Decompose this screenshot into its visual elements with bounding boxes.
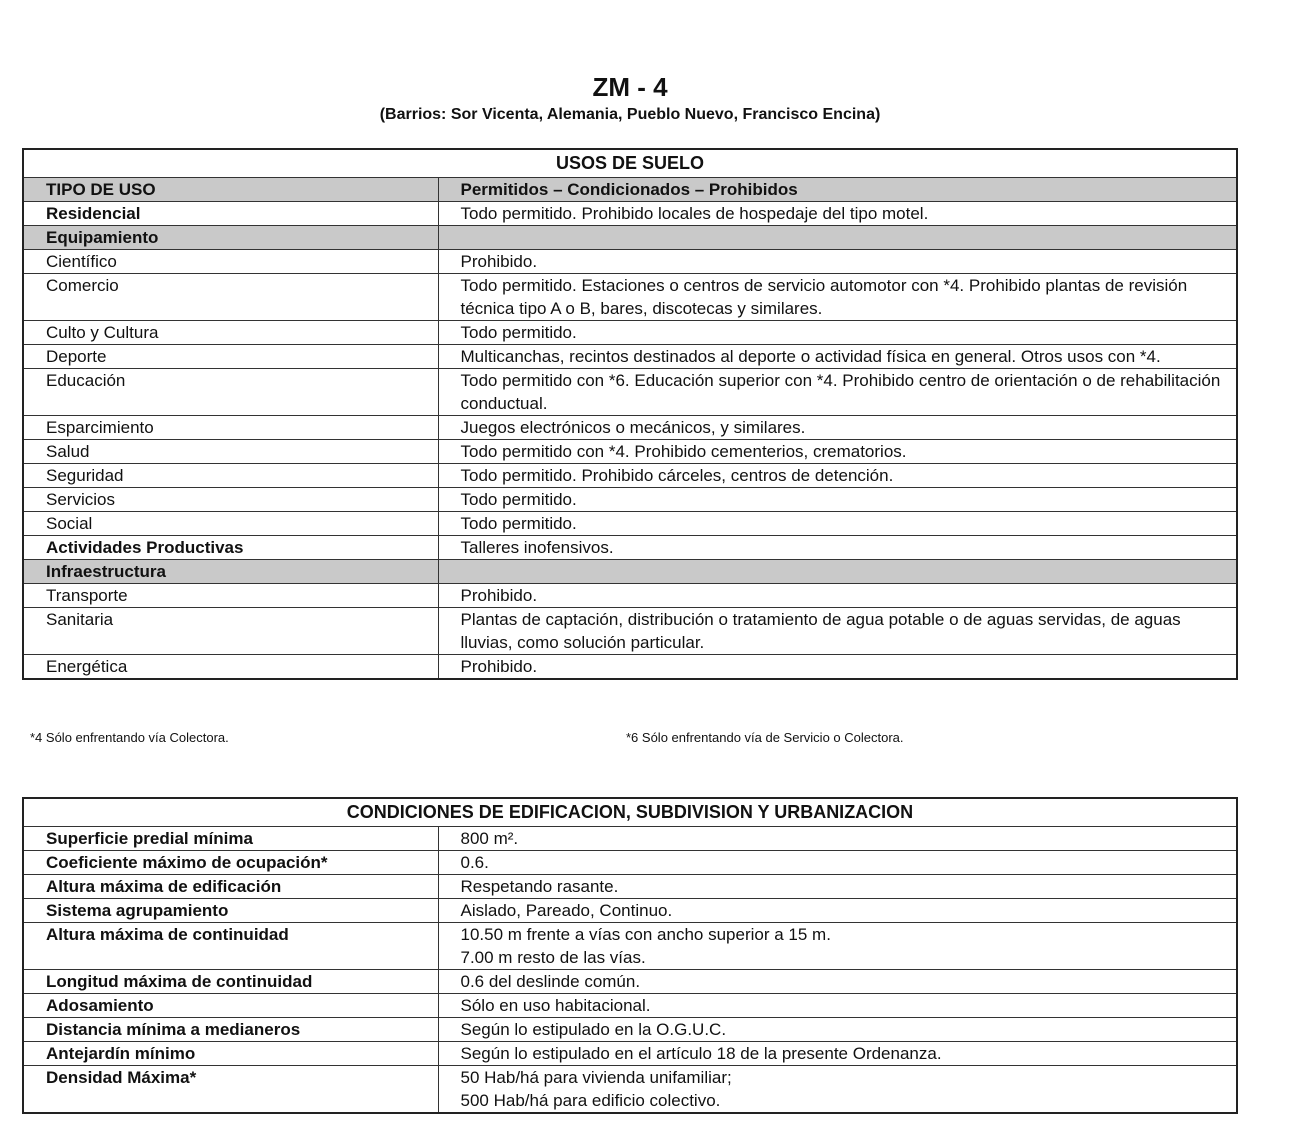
usos-title: USOS DE SUELO <box>23 149 1237 178</box>
condicion-value-line-2: 7.00 m resto de las vías. <box>460 948 646 967</box>
column-header-tipo: TIPO DE USO <box>23 178 438 202</box>
tipo-de-uso-cell: Actividades Productivas <box>23 536 438 560</box>
condicion-value-line-2: 500 Hab/há para edificio colectivo. <box>460 1091 721 1110</box>
permitidos-cell: Plantas de captación, distribución o tratamiento de agua potable o de aguas servidas, de aguas lluvias, como solución particular. <box>438 608 1237 655</box>
permitidos-cell: Multicanchas, recintos destinados al deporte o actividad física en general. Otros usos con *4. <box>438 345 1237 369</box>
tipo-de-uso-cell: Equipamiento <box>23 226 438 250</box>
permitidos-cell: Prohibido. <box>438 250 1237 274</box>
condicion-value-line: 50 Hab/há para vivienda unifamiliar; <box>460 1068 732 1087</box>
permitidos-cell: Todo permitido. Prohibido cárceles, centros de detención. <box>438 464 1237 488</box>
condicion-label-cell: Densidad Máxima* <box>23 1066 438 1114</box>
tipo-de-uso-cell: Culto y Cultura <box>23 321 438 345</box>
column-header-permitidos: Permitidos – Condicionados – Prohibidos <box>438 178 1237 202</box>
permitidos-cell: Todo permitido con *4. Prohibido cementerios, crematorios. <box>438 440 1237 464</box>
condicion-value-cell <box>438 970 1237 994</box>
condiciones-title: CONDICIONES DE EDIFICACION, SUBDIVISION Y URBANIZACION <box>23 798 1237 827</box>
table-row <box>23 321 1237 345</box>
tipo-de-uso-cell: Seguridad <box>23 464 438 488</box>
tipo-de-uso-cell: Salud <box>23 440 438 464</box>
condicion-label-cell: Coeficiente máximo de ocupación* <box>23 851 438 875</box>
permitidos-cell: Talleres inofensivos. <box>438 536 1237 560</box>
table-row <box>23 875 1237 899</box>
table-row <box>23 1066 1237 1114</box>
condicion-label-cell: Longitud máxima de continuidad <box>23 970 438 994</box>
table-row <box>23 584 1237 608</box>
condiciones-table <box>22 797 1238 1114</box>
table-row <box>23 923 1237 970</box>
condicion-value-cell <box>438 1066 1237 1114</box>
group-row <box>23 560 1237 584</box>
table-row <box>23 440 1237 464</box>
table-row <box>23 827 1237 851</box>
tipo-de-uso-cell: Infraestructura <box>23 560 438 584</box>
page-title: ZM - 4 <box>592 72 668 102</box>
table-row <box>23 1042 1237 1066</box>
permitidos-cell: Todo permitido. <box>438 321 1237 345</box>
page-subtitle: (Barrios: Sor Vicenta, Alemania, Pueblo Nuevo, Francisco Encina) <box>379 106 881 123</box>
table-row <box>23 369 1237 416</box>
group-row <box>23 226 1237 250</box>
table-row <box>23 899 1237 923</box>
condicion-value-line: Según lo estipulado en el artículo 18 de la presente Ordenanza. <box>460 1044 942 1063</box>
usos-title-row <box>23 149 1237 178</box>
table-row <box>23 464 1237 488</box>
condicion-value-line: Sólo en uso habitacional. <box>460 996 651 1015</box>
permitidos-cell: Juegos electrónicos o mecánicos, y similares. <box>438 416 1237 440</box>
condicion-value-cell <box>438 827 1237 851</box>
condicion-value-cell <box>438 1018 1237 1042</box>
condicion-value-line: 10.50 m frente a vías con ancho superior a 15 m. <box>460 925 831 944</box>
table-row <box>23 608 1237 655</box>
permitidos-cell: Todo permitido. Prohibido locales de hospedaje del tipo motel. <box>438 202 1237 226</box>
permitidos-cell: Prohibido. <box>438 655 1237 680</box>
condicion-label-cell: Altura máxima de edificación <box>23 875 438 899</box>
permitidos-cell: Prohibido. <box>438 584 1237 608</box>
table-row <box>23 994 1237 1018</box>
permitidos-cell: Todo permitido. Estaciones o centros de servicio automotor con *4. Prohibido plantas de revisión técnica tipo A o B, bares, discotecas y similares. <box>438 274 1237 321</box>
tipo-de-uso-cell: Residencial <box>23 202 438 226</box>
condicion-value-line: 0.6. <box>460 853 489 872</box>
permitidos-cell: Todo permitido. <box>438 512 1237 536</box>
tipo-de-uso-cell: Servicios <box>23 488 438 512</box>
table-row <box>23 1018 1237 1042</box>
table-row <box>23 655 1237 680</box>
permitidos-cell: Todo permitido. <box>438 488 1237 512</box>
condicion-value-line: 0.6 del deslinde común. <box>460 972 641 991</box>
tipo-de-uso-cell: Transporte <box>23 584 438 608</box>
condicion-label-cell: Adosamiento <box>23 994 438 1018</box>
table-row <box>23 488 1237 512</box>
condicion-value-cell <box>438 851 1237 875</box>
condicion-value-line: 800 m². <box>460 829 519 848</box>
permitidos-cell <box>438 560 1237 584</box>
table-row <box>23 970 1237 994</box>
footnote-6: *6 Sólo enfrentando vía de Servicio o Colectora. <box>626 730 904 745</box>
permitidos-cell <box>438 226 1237 250</box>
condicion-label-cell: Antejardín mínimo <box>23 1042 438 1066</box>
tipo-de-uso-cell: Comercio <box>23 274 438 321</box>
usos-column-header-row <box>23 178 1237 202</box>
condiciones-title-row <box>23 798 1237 827</box>
tipo-de-uso-cell: Energética <box>23 655 438 680</box>
table-row <box>23 250 1237 274</box>
condicion-value-cell <box>438 899 1237 923</box>
permitidos-cell: Todo permitido con *6. Educación superior con *4. Prohibido centro de orientación o de rehabilitación conductual. <box>438 369 1237 416</box>
condicion-value-cell <box>438 875 1237 899</box>
table-row <box>23 416 1237 440</box>
table-row <box>23 274 1237 321</box>
table-row <box>23 202 1237 226</box>
tipo-de-uso-cell: Científico <box>23 250 438 274</box>
condicion-value-cell <box>438 994 1237 1018</box>
tipo-de-uso-cell: Educación <box>23 369 438 416</box>
usos-de-suelo-table <box>22 148 1238 680</box>
condicion-label-cell: Distancia mínima a medianeros <box>23 1018 438 1042</box>
tipo-de-uso-cell: Social <box>23 512 438 536</box>
table-row <box>23 345 1237 369</box>
table-row <box>23 512 1237 536</box>
footnote-4: *4 Sólo enfrentando vía Colectora. <box>30 730 229 745</box>
condicion-value-line: Respetando rasante. <box>460 877 619 896</box>
condicion-value-cell <box>438 923 1237 970</box>
condicion-label-cell: Superficie predial mínima <box>23 827 438 851</box>
condicion-label-cell: Sistema agrupamiento <box>23 899 438 923</box>
condicion-label-cell: Altura máxima de continuidad <box>23 923 438 970</box>
condicion-value-line: Según lo estipulado en la O.G.U.C. <box>460 1020 727 1039</box>
tipo-de-uso-cell: Sanitaria <box>23 608 438 655</box>
table-row <box>23 536 1237 560</box>
tipo-de-uso-cell: Esparcimiento <box>23 416 438 440</box>
table-row <box>23 851 1237 875</box>
tipo-de-uso-cell: Deporte <box>23 345 438 369</box>
condicion-value-line: Aislado, Pareado, Continuo. <box>460 901 673 920</box>
condicion-value-cell <box>438 1042 1237 1066</box>
